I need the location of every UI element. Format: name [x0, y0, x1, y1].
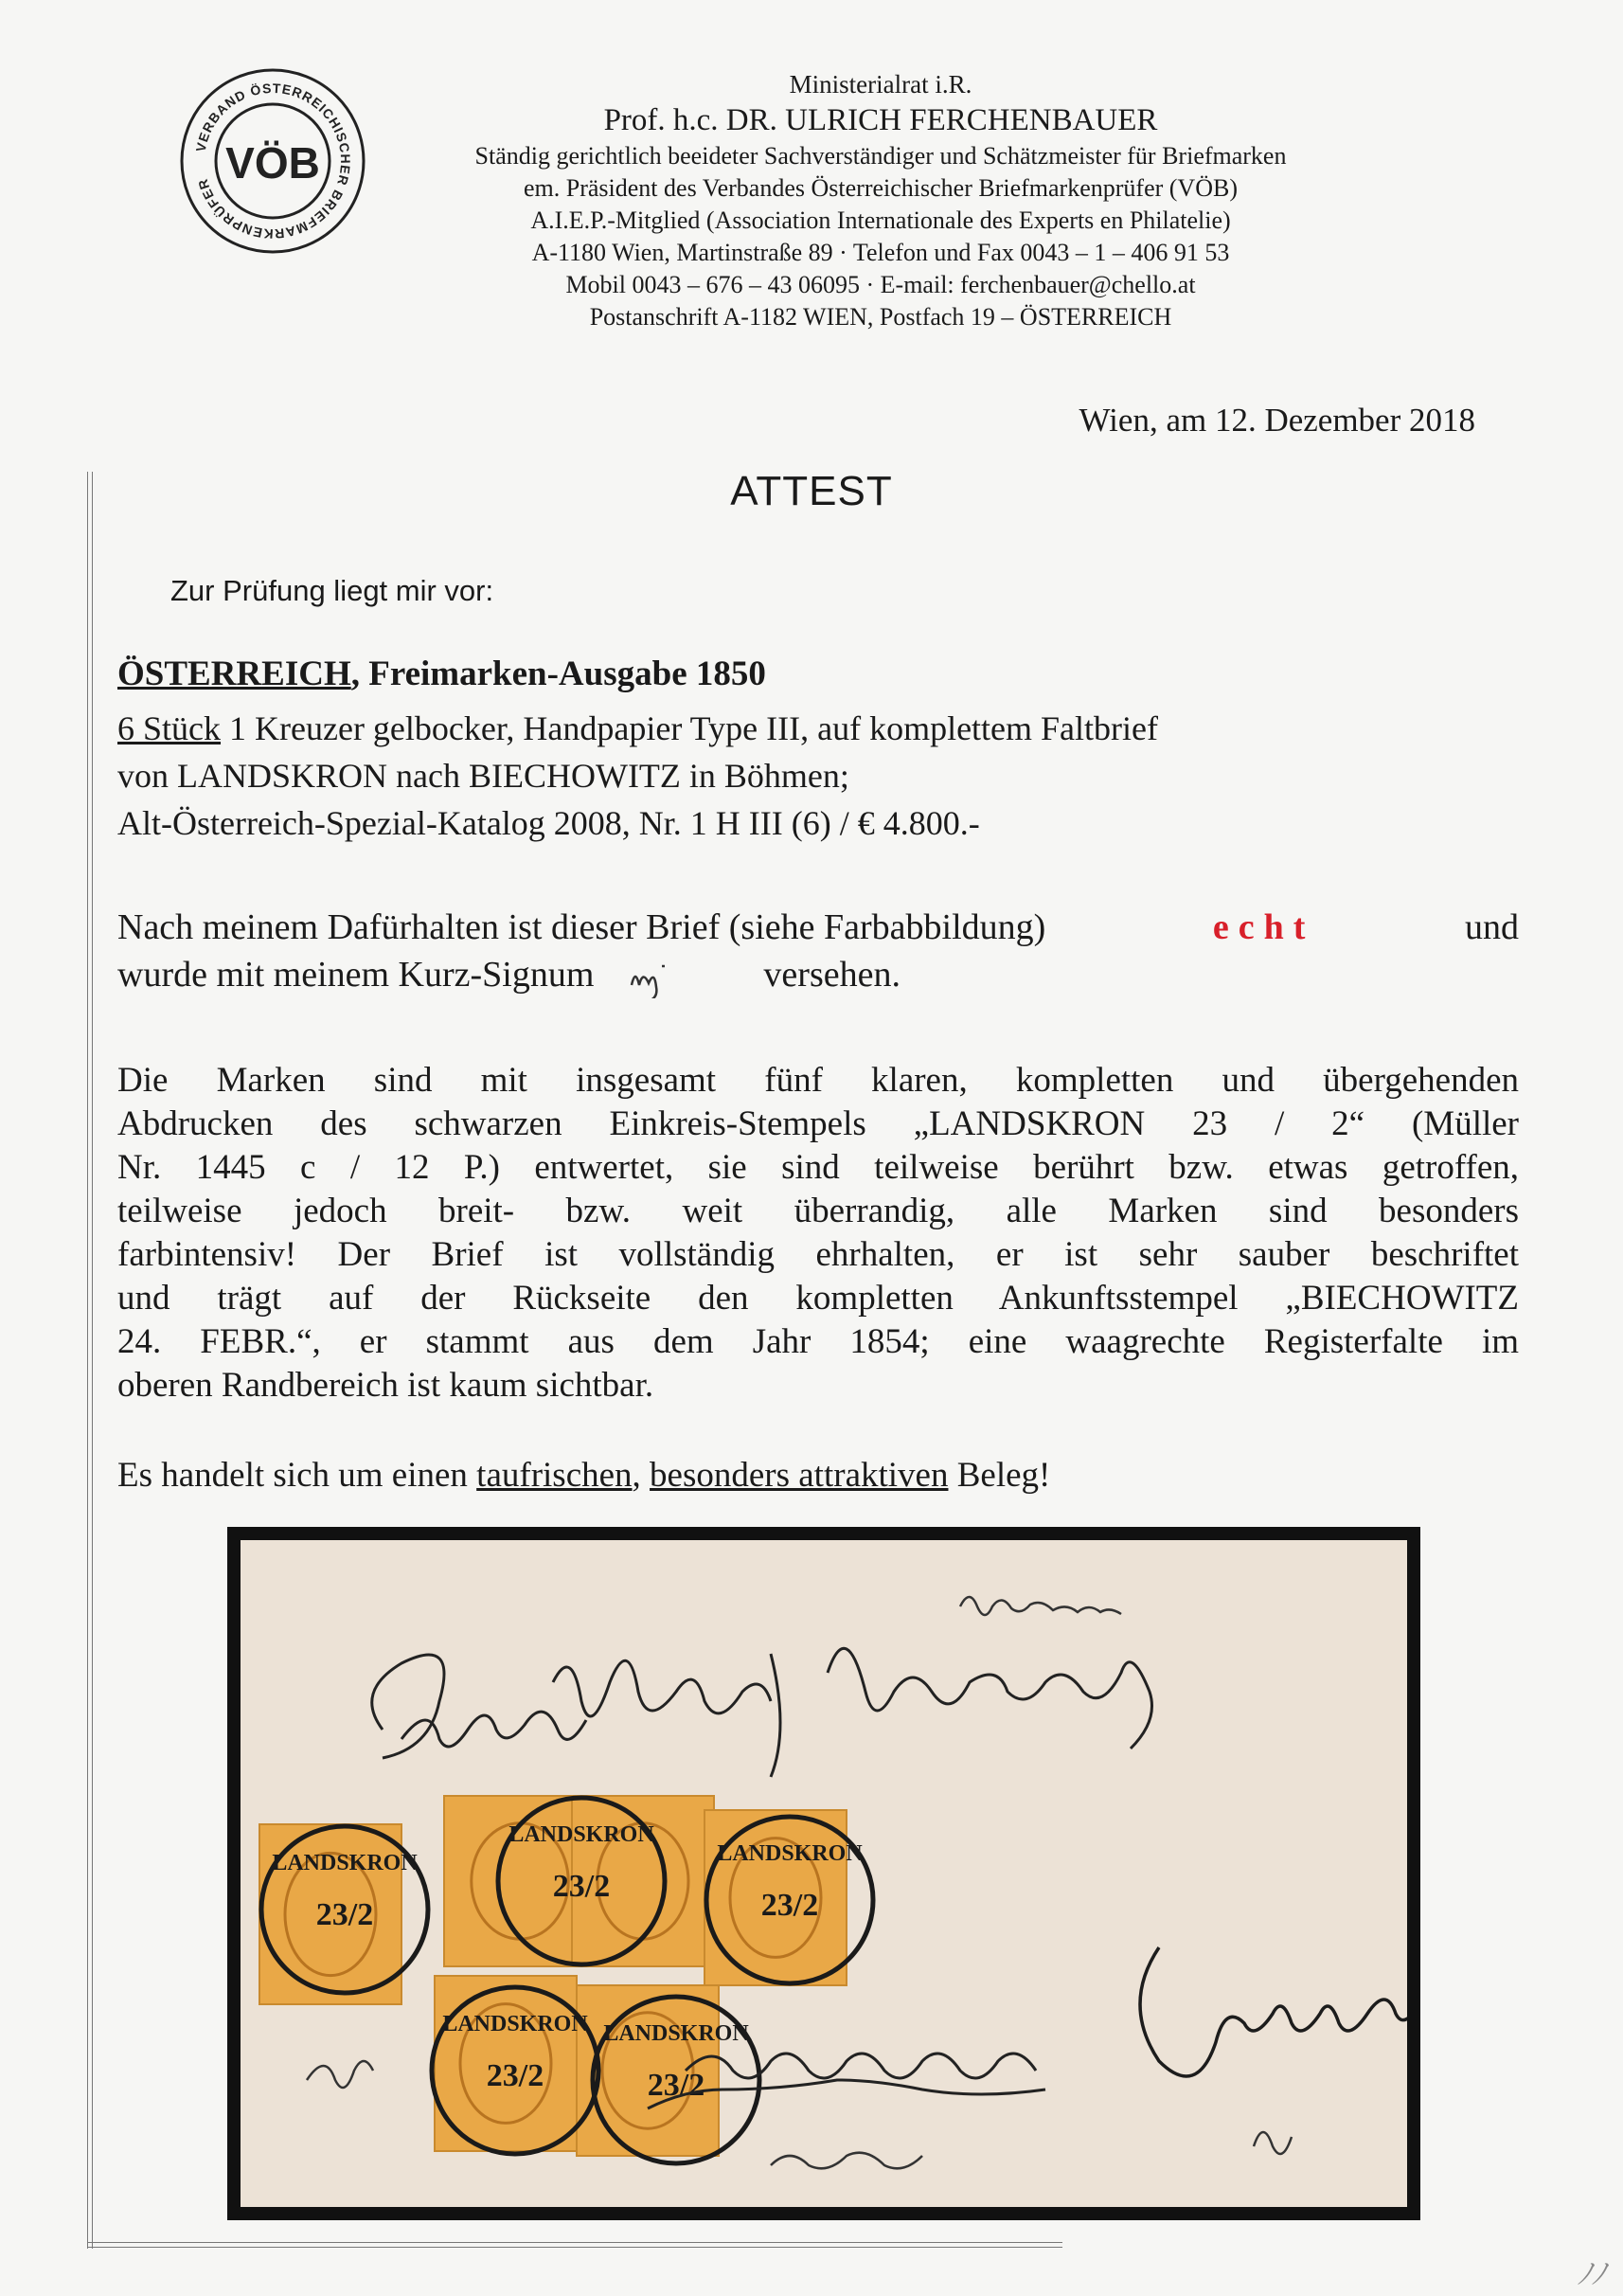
report-line: 24. FEBR.“, er stammt aus dem Jahr 1854; eine waagrechte Registerfalte im	[117, 1322, 1519, 1361]
report-line: farbintensiv! Der Brief ist vollständig ehrhalten, er ist sehr sauber beschriftet	[117, 1235, 1519, 1274]
frame-left-rule	[87, 472, 93, 2249]
opinion-line1-end: und	[1465, 907, 1519, 947]
heading-country: ÖSTERREICH	[117, 655, 351, 693]
svg-text:VÖB: VÖB	[225, 138, 320, 188]
postmark-date: 23/2	[647, 2068, 705, 2103]
description-line1: 1 Kreuzer gelbocker, Handpapier Type III, auf komplettem Faltbrief	[221, 709, 1158, 747]
closing-remark	[117, 1455, 1050, 1496]
report-line: teilweise jedoch breit- bzw. weit überrandig, alle Marken sind besonders	[117, 1192, 1519, 1230]
postmark-date: 23/2	[315, 1897, 374, 1932]
verdict-badge: echt	[1212, 907, 1315, 947]
header-line: em. Präsident des Verbandes Österreichischer Briefmarkenprüfer (VÖB)	[524, 174, 1238, 202]
closing-emphasis-2: besonders attraktiven	[650, 1456, 949, 1495]
opinion-line1: Nach meinem Dafürhalten ist dieser Brief (siehe Farbabbildung)	[117, 907, 1046, 947]
cover-photo-drawing	[241, 1540, 1407, 2207]
closing-end: Beleg!	[948, 1456, 1051, 1495]
opinion-line2: wurde mit meinem Kurz-Signum	[117, 955, 595, 995]
postmark-town: LANDSKRON	[508, 1822, 654, 1847]
header-rank: Ministerialrat i.R.	[789, 70, 972, 99]
postmark-town: LANDSKRON	[272, 1851, 418, 1875]
item-heading	[117, 654, 766, 694]
item-description	[117, 705, 1519, 847]
intro-text: Zur Prüfung liegt mir vor:	[170, 574, 494, 607]
condition-report	[117, 1059, 1519, 1408]
header-postal: Postanschrift A-1182 WIEN, Postfach 19 – ÖSTERREICH	[589, 303, 1172, 331]
letterhead	[379, 68, 1382, 333]
closing-mid: ,	[632, 1456, 651, 1495]
opinion-line2-end: versehen.	[763, 955, 901, 995]
postmark-town: LANDSKRON	[442, 2012, 588, 2036]
header-address: A-1180 Wien, Martinstraße 89 · Telefon und Fax 0043 – 1 – 406 91 53	[531, 239, 1230, 266]
report-line: Nr. 1445 c / 12 P.) entwertet, sie sind teilweise berührt bzw. etwas getroffen,	[117, 1148, 1519, 1187]
frame-bottom-rule	[87, 2242, 1062, 2248]
cover-photo	[241, 1540, 1407, 2207]
description-line2: von LANDSKRON nach BIECHOWITZ in Böhmen;	[117, 757, 849, 795]
report-line: oberen Randbereich ist kaum sichtbar.	[117, 1366, 654, 1405]
header-contact: Mobil 0043 – 676 – 43 06095 · E-mail: ferchenbauer@chello.at	[565, 271, 1196, 298]
closing-start: Es handelt sich um einen	[117, 1456, 477, 1495]
report-line: Abdrucken des schwarzen Einkreis-Stempels „LANDSKRON 23 / 2“ (Müller	[117, 1104, 1519, 1143]
closing-emphasis-1: taufrischen	[476, 1456, 633, 1495]
corner-pencil-mark: ﾉﾉ	[1578, 2259, 1606, 2290]
description-line3: Alt-Österreich-Spezial-Katalog 2008, Nr. 1 H III (6) / € 4.800.-	[117, 804, 980, 842]
report-line: und trägt auf der Rückseite den kompletten Ankunftsstempel „BIECHOWITZ	[117, 1279, 1519, 1318]
heading-rest: , Freimarken-Ausgabe 1850	[350, 655, 766, 693]
signum-icon	[603, 957, 717, 998]
header-line: Ständig gerichtlich beeideter Sachverständiger und Schätzmeister für Briefmarken	[474, 142, 1287, 170]
header-name: Prof. h.c. DR. ULRICH FERCHENBAUER	[603, 103, 1158, 137]
postmark-town: LANDSKRON	[603, 2021, 749, 2046]
description-count: 6 Stück	[117, 709, 222, 747]
header-line: A.I.E.P.-Mitglied (Association Internationale des Experts en Philatelie)	[530, 206, 1231, 234]
report-line: Die Marken sind mit insgesamt fünf klaren, kompletten und übergehenden	[117, 1061, 1519, 1100]
certificate-title: ATTEST	[730, 468, 893, 514]
postmark-date: 23/2	[552, 1869, 611, 1904]
expert-opinion	[117, 904, 1519, 998]
postmark-date: 23/2	[486, 2058, 544, 2093]
postmark-town: LANDSKRON	[717, 1841, 863, 1866]
certificate-date: Wien, am 12. Dezember 2018	[1079, 402, 1475, 439]
svg-text:VERBAND ÖSTERREICHISCHER BRIEF: VERBAND ÖSTERREICHISCHER BRIEFMARKENPRÜFER	[192, 80, 354, 242]
postmark-date: 23/2	[760, 1888, 819, 1923]
voeb-seal-logo	[178, 66, 367, 256]
